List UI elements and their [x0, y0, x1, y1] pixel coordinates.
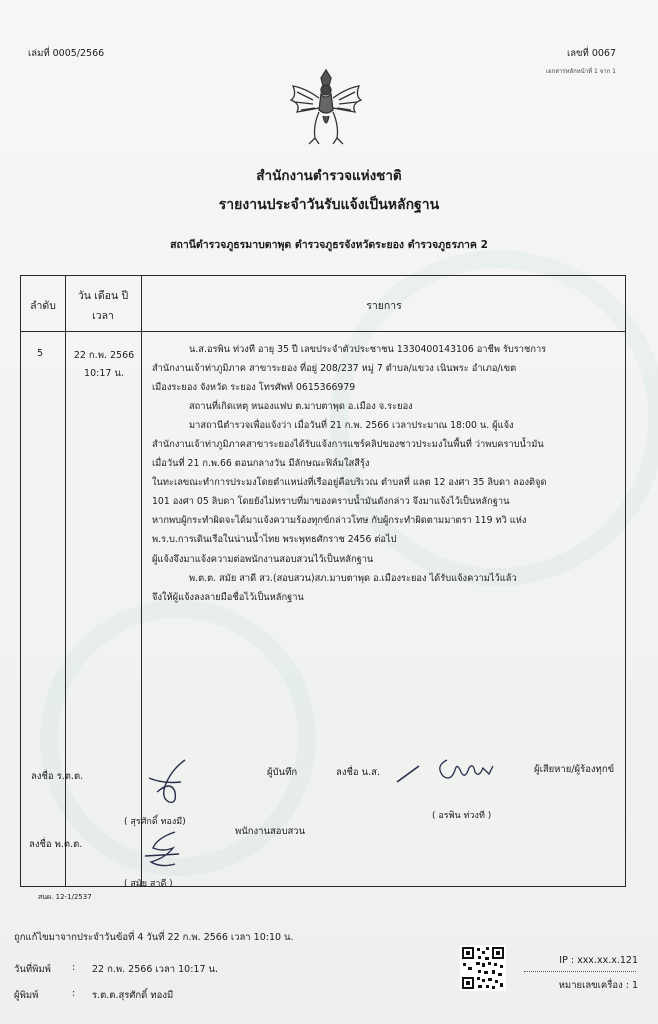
copy-note: ถูกแก้ไขมาจากประจำวันข้อที่ 4 วันที่ 22 ก.พ. 2566 เวลา 10:10 น. — [14, 932, 294, 943]
entry-line: พ.ต.ต. สมัย สาดี สว.(สอบสวน)สภ.มาบตาพุด อ.เมืองระยอง ได้รับแจ้งความไว้แล้ว — [189, 573, 517, 584]
sign-label-complainant: ลงชื่อ น.ส. — [336, 767, 380, 778]
ip-address: IP : xxx.xx.x.121 — [559, 955, 638, 966]
printer-colon: : — [72, 988, 76, 999]
station-name: สถานีตำรวจภูธรมาบตาพุด ตำรวจภูธรจังหวัดระยอง ตำรวจภูธรภาค 2 — [170, 239, 488, 251]
entry-line: สถานที่เกิดเหตุ หนองแฟบ ต.มาบตาพุด อ.เมือง จ.ระยอง — [189, 401, 413, 412]
investigator-role: พนักงานสอบสวน — [235, 826, 306, 837]
sign-label-recorder: ลงชื่อ ร.ต.ต. — [31, 771, 84, 782]
printer-label: ผู้พิมพ์ — [14, 990, 39, 1001]
column-header-items: รายการ — [366, 300, 402, 312]
entry-date: 22 ก.พ. 2566 — [73, 350, 135, 361]
column-header-date: วัน เดือน ปี — [77, 290, 129, 302]
column-header-time: เวลา — [92, 310, 114, 322]
form-code: สนผ. 12-1/2537 — [38, 893, 92, 901]
book-number: เล่มที่ 0005/2566 — [28, 48, 105, 59]
entry-line: เมืองระยอง จังหวัด ระยอง โทรศัพท์ 0615366979 — [152, 382, 356, 393]
report-title: รายงานประจำวันรับแจ้งเป็นหลักฐาน — [218, 197, 440, 213]
injured-party-role: ผู้เสียหาย/ผู้ร้องทุกข์ — [534, 764, 615, 775]
ip-underline — [524, 971, 636, 972]
entry-line: เมื่อวันที่ 21 ก.พ.66 ตอนกลางวัน มีลักษณะฟิล์มใสสีรุ้ง — [152, 458, 370, 469]
print-date-value: 22 ก.พ. 2566 เวลา 10:17 น. — [92, 964, 219, 975]
printer-value: ร.ต.ต.สุรศักดิ์ ทองมี — [92, 990, 174, 1001]
entry-line: สำนักงานเจ้าท่าภูมิภาคสาขาระยองได้รับแจ้งการแชร์คลิปของชาวประมงในพื้นที่ ว่าพบคราบน้ำมัน — [152, 439, 544, 450]
column-divider — [65, 276, 66, 886]
entry-line: 101 องศา 05 ลิบดา โดยยังไม่ทราบที่มาของคราบน้ำมันดังกล่าว จึงมาแจ้งไว้เป็นหลักฐาน — [152, 496, 510, 507]
qr-code-icon — [460, 945, 506, 991]
document-number: เลขที่ 0067 — [566, 48, 616, 59]
entry-time: 10:17 น. — [84, 368, 124, 379]
entry-line: หากพบผู้กระทำผิดจะได้มาแจ้งความร้องทุกข์กล่าวโทษ กับผู้กระทำผิดตามมาตรา 119 ทวิ แห่ง — [152, 515, 527, 526]
report-table — [20, 275, 626, 887]
entry-line: จึงให้ผู้แจ้งลงลายมือชื่อไว้เป็นหลักฐาน — [152, 592, 304, 603]
entry-line: น.ส.อรพิน ท่วงที อายุ 35 ปี เลขประจำตัวประชาชน 1330400143106 อาชีพ รับราชการ — [189, 344, 547, 355]
recorder-name: ( สุรศักดิ์ ทองมี) — [124, 817, 186, 827]
machine-number: หมายเลขเครื่อง : 1 — [558, 980, 638, 991]
entry-line: สำนักงานเจ้าท่าภูมิภาค สาขาระยอง ที่อยู่ 208/237 หมู่ 7 ตำบล/แขวง เนินพระ อำเภอ/เขต — [152, 363, 517, 374]
investigator-signature — [139, 828, 189, 874]
complainant-signature — [433, 752, 503, 788]
agency-title: สำนักงานตำรวจแห่งชาติ — [256, 168, 402, 184]
recorder-role: ผู้บันทึก — [267, 767, 298, 778]
sign-label-investigator: ลงชื่อ พ.ต.ต. — [29, 839, 83, 850]
garuda-emblem-icon — [283, 64, 369, 150]
entry-line: พ.ร.บ.การเดินเรือในน่านน้ำไทย พระพุทธศักราช 2456 ต่อไป — [152, 534, 397, 545]
entry-line: มาสถานีตำรวจเพื่อแจ้งว่า เมื่อวันที่ 21 ก.พ. 2566 เวลาประมาณ 18:00 น. ผู้แจ้ง — [189, 420, 514, 431]
page-info: เอกสารหลักหน้าที่ 1 จาก 1 — [545, 68, 616, 75]
complainant-name: ( อรพิน ท่วงที ) — [432, 811, 492, 821]
recorder-signature — [141, 756, 201, 808]
print-date-label: วันที่พิมพ์ — [14, 964, 51, 975]
investigator-name: ( สมัย สาดี ) — [124, 879, 173, 889]
entry-line: ในทะเลขณะทำการประมงโดยตำแหน่งที่เรืออยู่คือบริเวณ ตำบลที่ แลต 12 องศา 35 ลิบดา ลองติจูด — [152, 477, 547, 488]
entry-line: ผู้แจ้งจึงมาแจ้งความต่อพนักงานสอบสวนไว้เป็นหลักฐาน — [152, 554, 374, 565]
header-divider — [21, 331, 625, 332]
entry-number: 5 — [37, 348, 44, 359]
print-date-colon: : — [72, 962, 76, 973]
column-header-no: ลำดับ — [30, 300, 56, 312]
complainant-dash-mark — [393, 760, 433, 786]
